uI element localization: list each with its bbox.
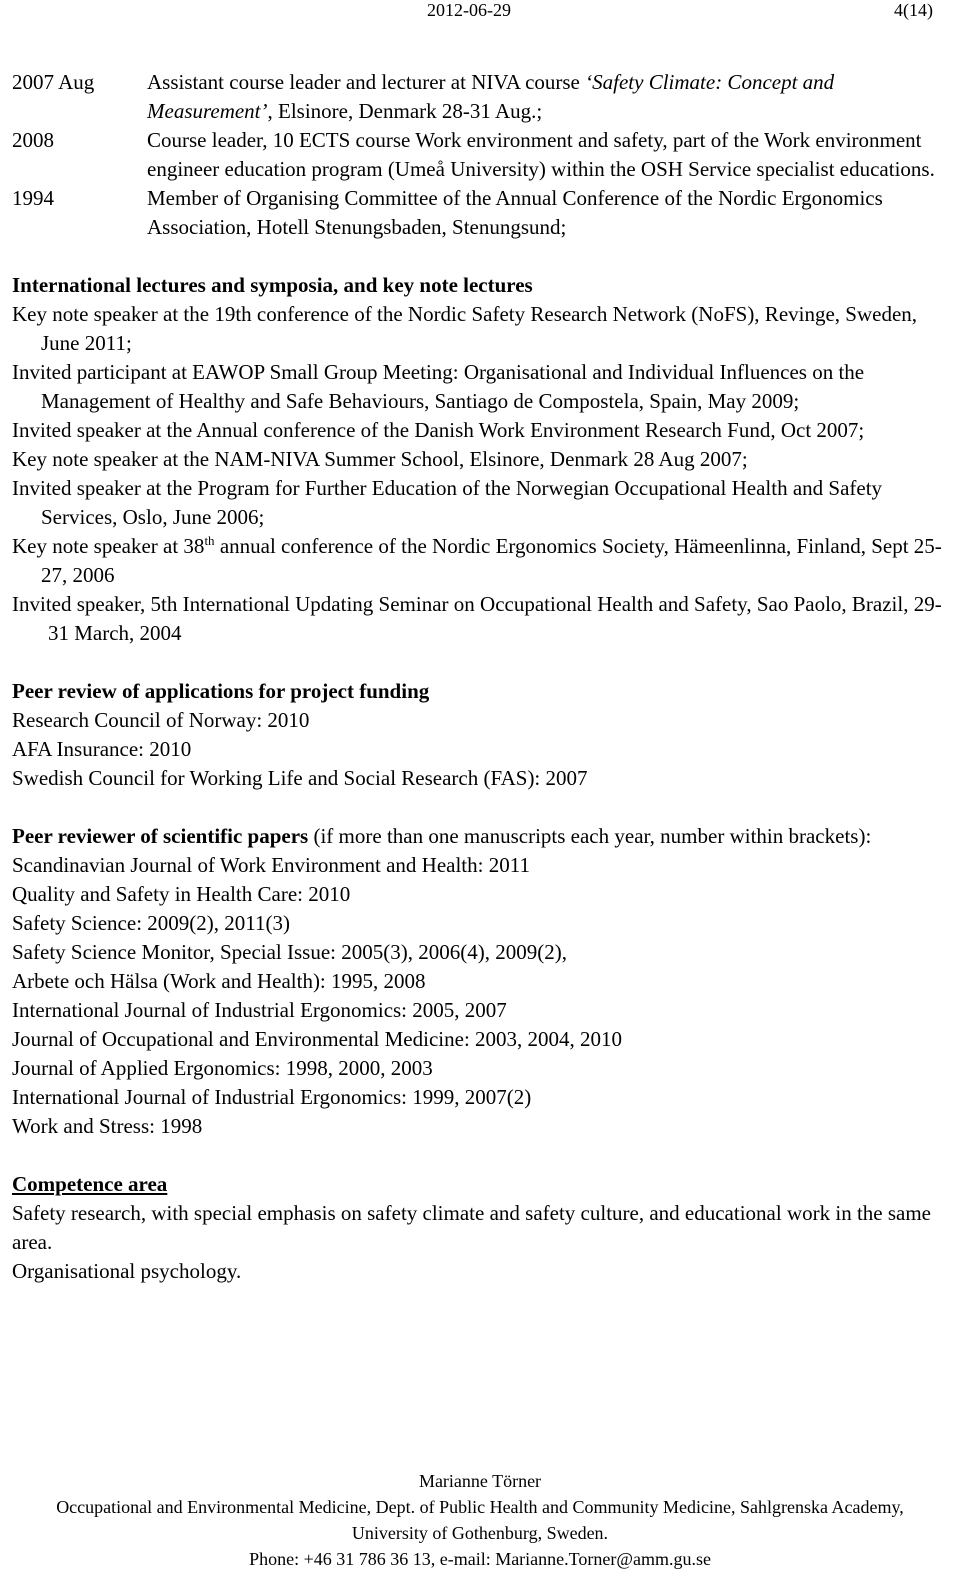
- cv-entry-year: 2008: [12, 128, 54, 152]
- document-body: [12, 68, 952, 1286]
- journal-item: Safety Science Monitor, Special Issue: 2005(3), 2006(4), 2009(2),: [12, 940, 567, 964]
- journal-item: Journal of Occupational and Environmental Medicine: 2003, 2004, 2010: [12, 1027, 623, 1051]
- lecture-item: Invited speaker at the Annual conference of the Danish Work Environment Research Fund, Oct 2007;: [12, 418, 865, 442]
- journal-item: Safety Science: 2009(2), 2011(3): [12, 911, 290, 935]
- page-footer: [0, 1468, 960, 1572]
- lectures-heading: International lectures and symposia, and key note lectures: [12, 273, 533, 297]
- competence-text: Organisational psychology.: [12, 1259, 242, 1283]
- cv-entry-year: 2007 Aug: [12, 70, 95, 94]
- lecture-item: Invited speaker, 5th International Updating Seminar on Occupational Health and Safety, Sao Paolo, Brazil, 29-31 March, 2004: [12, 592, 942, 645]
- funding-review-item: Research Council of Norway: 2010: [12, 708, 310, 732]
- paper-review-heading-note: (if more than one manuscripts each year, number within brackets):: [308, 824, 872, 848]
- paper-review-heading-line: [12, 822, 952, 851]
- page-header: [0, 0, 960, 26]
- footer-name: Marianne Törner: [418, 1471, 542, 1491]
- competence-text: Safety research, with special emphasis on safety climate and safety culture, and educational work in the same area.: [12, 1201, 931, 1254]
- header-date: 2012-06-29: [427, 0, 511, 20]
- journal-item: Journal of Applied Ergonomics: 1998, 2000, 2003: [12, 1056, 433, 1080]
- funding-review-item: Swedish Council for Working Life and Social Research (FAS): 2007: [12, 766, 588, 790]
- journal-item: International Journal of Industrial Ergonomics: 1999, 2007(2): [12, 1085, 532, 1109]
- lecture-item: [12, 532, 952, 590]
- ordinal-superscript: th: [204, 533, 215, 548]
- cv-entry: [12, 68, 952, 126]
- cv-entry-text-end: , Elsinore, Denmark 28-31 Aug.;: [267, 99, 543, 123]
- cv-entry-year: 1994: [12, 186, 54, 210]
- lecture-item-text-end: annual conference of the Nordic Ergonomics Society, Hämeenlinna, Finland, Sept 25-27, 2006: [41, 534, 942, 587]
- journal-item: Work and Stress: 1998: [12, 1114, 203, 1138]
- page-number: 4(14): [894, 0, 933, 20]
- footer-contact: Phone: +46 31 786 36 13, e-mail: Marianne.Torner@amm.gu.se: [249, 1549, 711, 1569]
- funding-review-heading: Peer review of applications for project funding: [12, 679, 430, 703]
- cv-entry-text: Member of Organising Committee of the Annual Conference of the Nordic Ergonomics Association, Hotell Stenungsbaden, Stenungsund;: [147, 186, 883, 239]
- course-title: ‘Safety Climate: Concept and Measurement’: [147, 70, 835, 123]
- cv-entry-text: Course leader, 10 ECTS course Work environment and safety, part of the Work environment engineer education program (Umeå University) within the OSH Service specialist educations.: [147, 128, 935, 181]
- competence-heading: Competence area: [12, 1172, 168, 1196]
- lecture-item: Invited speaker at the Program for Further Education of the Norwegian Occupational Health and Safety Services, Oslo, June 2006;: [12, 476, 883, 529]
- cv-entry: [12, 184, 952, 242]
- journal-item: Arbete och Hälsa (Work and Health): 1995, 2008: [12, 969, 426, 993]
- cv-entry-text: Assistant course leader and lecturer at NIVA course: [147, 70, 586, 94]
- funding-review-item: AFA Insurance: 2010: [12, 737, 192, 761]
- cv-entry: [12, 126, 952, 184]
- footer-affiliation: Occupational and Environmental Medicine, Dept. of Public Health and Community Medicine, Sahlgrenska Academy,: [56, 1497, 904, 1517]
- lecture-item: Key note speaker at the 19th conference of the Nordic Safety Research Network (NoFS), Revinge, Sweden, June 2011;: [12, 302, 918, 355]
- lecture-item-text: Key note speaker at 38: [12, 534, 205, 558]
- journal-item: Quality and Safety in Health Care: 2010: [12, 882, 351, 906]
- journal-item: Scandinavian Journal of Work Environment and Health: 2011: [12, 853, 530, 877]
- lecture-item: Key note speaker at the NAM-NIVA Summer School, Elsinore, Denmark 28 Aug 2007;: [12, 447, 748, 471]
- footer-university: University of Gothenburg, Sweden.: [351, 1523, 609, 1543]
- paper-review-heading: Peer reviewer of scientific papers: [12, 824, 309, 848]
- journal-item: International Journal of Industrial Ergonomics: 2005, 2007: [12, 998, 507, 1022]
- lecture-item: Invited participant at EAWOP Small Group Meeting: Organisational and Individual Influences on the Management of Healthy and Safe Behaviours, Santiago de Compostela, Spain, May 2009;: [12, 360, 865, 413]
